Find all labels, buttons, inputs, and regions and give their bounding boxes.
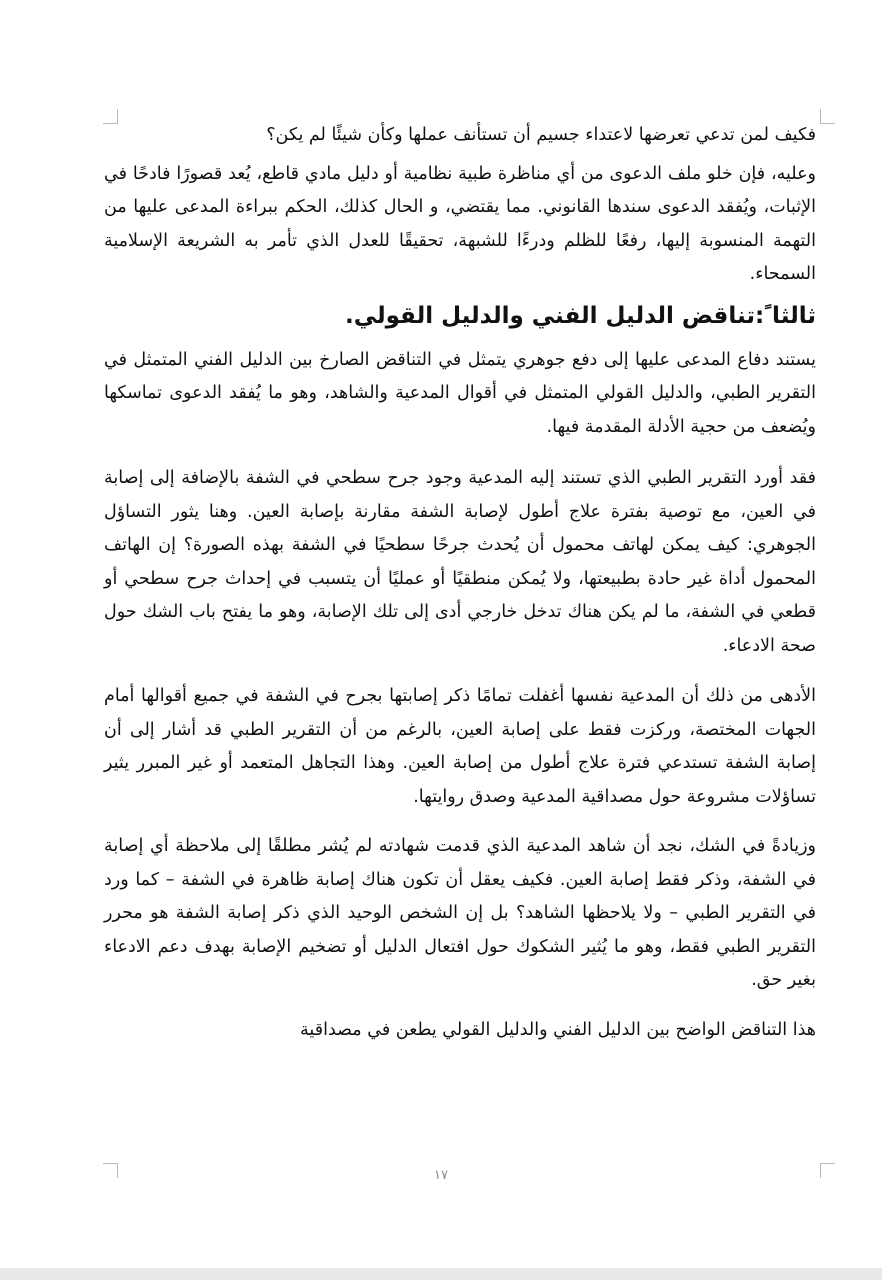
paragraph: وعليه، فإن خلو ملف الدعوى من أي مناظرة طبية نظامية أو دليل مادي قاطع، يُعد قصورًا فادحًا في الإثبات، ويُفقد الدعوى سندها القانوني. مما يقتضي، و الحال كذلك، الحكم ببراءة المدعى عليها من التهمة المنسوبة إليها، رفعًا للظلم ودرءًا للشبهة، تحقيقًا للعدل الذي تأمر به الشريعة الإسلامية السمحاء.: [104, 163, 816, 284]
paragraph: فقد أورد التقرير الطبي الذي تستند إليه المدعية وجود جرح سطحي في الشفة بالإضافة إلى إصابة في العين، مع توصية بفترة علاج أطول لإصابة الشفة مقارنة بإصابة العين. وهنا يثور التساؤل الجوهري: كيف يمكن لهاتف محمول أن يُحدث جرحًا سطحيًا في الشفة بهذه الصورة؟ إن الهاتف المحمول أداة غير حادة بطبيعتها، ولا يُمكن منطقيًا أو عمليًا أن يتسبب في إحداث جرح سطحي أو قطعي في الشفة، ما لم يكن هناك تدخل خارجي أدى إلى تلك الإصابة، وهو ما يفتح باب الشك حول صحة الادعاء.: [104, 468, 816, 656]
paragraph: يستند دفاع المدعى عليها إلى دفع جوهري يتمثل في التناقض الصارخ بين الدليل الفني المتمثل في التقرير الطبي، والدليل القولي المتمثل في أقوال المدعية والشاهد، وهو ما يُفقد الدعوى تماسكها ويُضعف من حجية الأدلة المقدمة فيها.: [104, 349, 816, 437]
document-body: [104, 119, 816, 1047]
page-number: ١٧: [434, 1168, 448, 1183]
paragraph: هذا التناقض الواضح بين الدليل الفني والدليل القولي يطعن في مصداقية: [300, 1019, 816, 1040]
section-heading: ثالثا ً:تناقض الدليل الفني والدليل القولي.: [344, 302, 816, 329]
paragraph: وزيادةً في الشك، نجد أن شاهد المدعية الذي قدمت شهادته لم يُشر مطلقًا إلى ملاحظة أي إصابة في الشفة، وذكر فقط إصابة العين. فكيف يعقل أن تكون هناك إصابة ظاهرة في الشفة – كما ورد في التقرير الطبي – ولا يلاحظها الشاهد؟ بل إن الشخص الوحيد الذي ذكر إصابة الشفة هو محرر التقرير الطبي فقط، وهو ما يُثير الشكوك حول افتعال الدليل أو تضخيم الإصابة بهدف دعم الادعاء بغير حق.: [104, 836, 816, 990]
page-gap: [0, 1268, 882, 1280]
paragraph: فكيف لمن تدعي تعرضها لاعتداء جسيم أن تستأنف عملها وكأن شيئًا لم يكن؟: [266, 125, 816, 145]
paragraph: الأدهى من ذلك أن المدعية نفسها أغفلت تمامًا ذكر إصابتها بجرح في الشفة في جميع أقوالها أمام الجهات المختصة، وركزت فقط على إصابة العين، بالرغم من أن التقرير الطبي قد أشار إلى أن إصابة الشفة تستدعي فترة علاج أطول من إصابة العين. وهذا التجاهل المتعمد أو غير المبرر يثير تساؤلات مشروعة حول مصداقية المدعية وصدق روايتها.: [104, 686, 816, 807]
crop-mark-top-right: [820, 109, 835, 124]
